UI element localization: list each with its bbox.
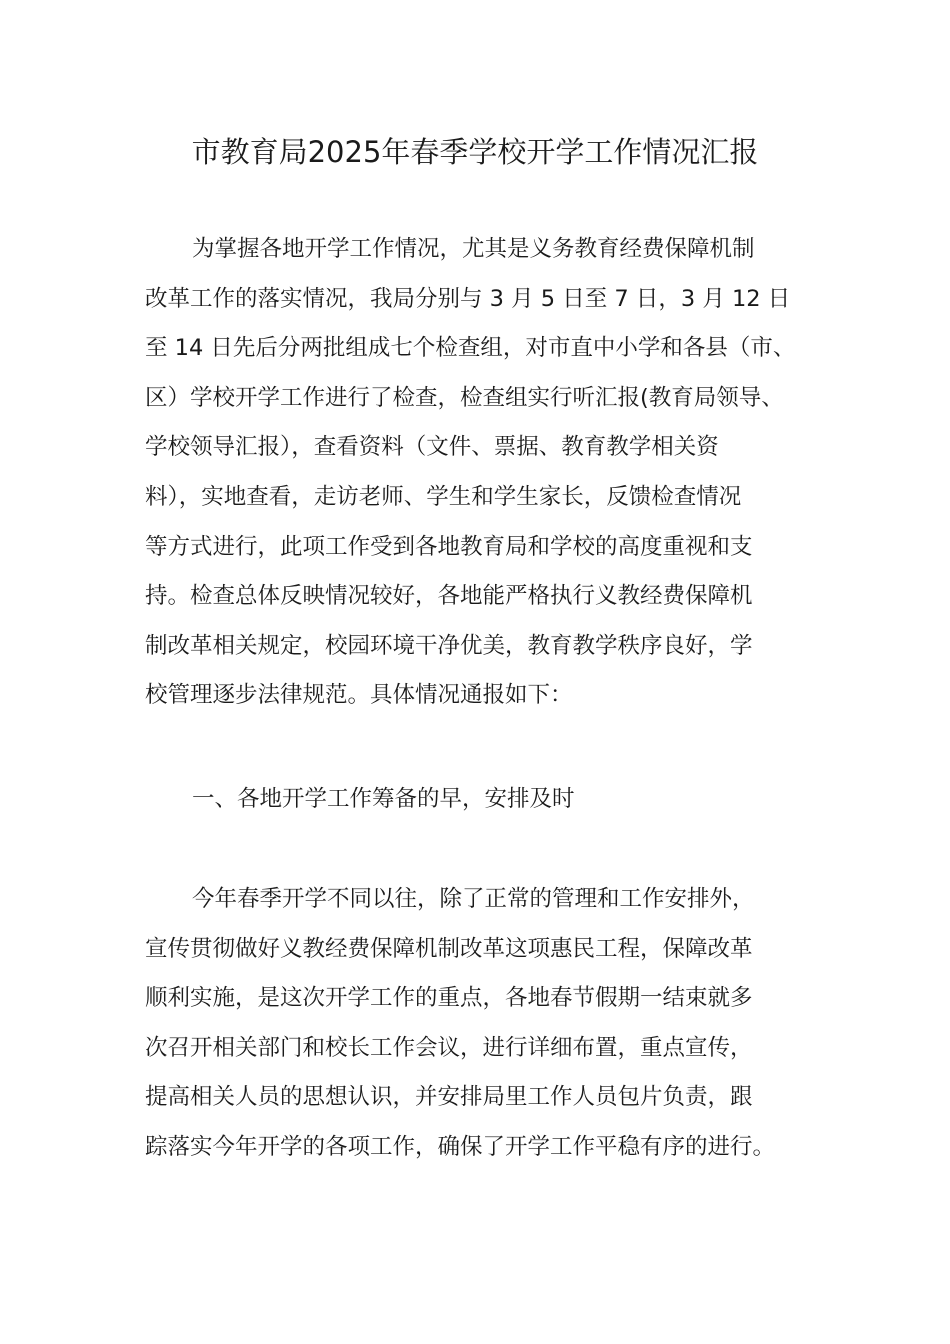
paragraph-line: 宣传贯彻做好义教经费保障机制改革这项惠民工程，保障改革	[145, 935, 753, 962]
section-heading-text: 一、各地开学工作筹备的早，安排及时	[192, 786, 575, 812]
paragraph-line: 踪落实今年开学的各项工作，确保了开学工作平稳有序的进行。	[145, 1133, 776, 1160]
paragraph-line: 提高相关人员的思想认识，并安排局里工作人员包片负责，跟	[145, 1084, 753, 1111]
document-title: 市教育局2025年春季学校开学工作情况汇报	[191, 135, 759, 169]
intro-paragraph	[145, 225, 810, 721]
paragraph-line: 持。检查总体反映情况较好，各地能严格执行义教经费保障机	[145, 583, 753, 610]
paragraph-line: 区）学校开学工作进行了检查，检查组实行听汇报(教育局领导、	[145, 384, 784, 411]
paragraph-line: 至 14 日先后分两批组成七个检查组，对市直中小学和各县（市、	[145, 335, 796, 362]
paragraph-line: 制改革相关规定，校园环境干净优美，教育教学秩序良好，学	[145, 632, 753, 659]
paragraph-line: 顺利实施，是这次开学工作的重点，各地春节假期一结束就多	[145, 985, 753, 1012]
paragraph-line: 料），实地查看，走访老师、学生和学生家长，反馈检查情况	[145, 483, 742, 510]
section-paragraph	[145, 875, 810, 1173]
paragraph-line: 学校领导汇报），查看资料（文件、票据、教育教学相关资	[145, 434, 719, 461]
paragraph-line: 今年春季开学不同以往，除了正常的管理和工作安排外，	[192, 886, 755, 912]
paragraph-line: 改革工作的落实情况，我局分别与 3 月 5 日至 7 日，3 月 12 日	[145, 285, 791, 312]
paragraph-line: 次召开相关部门和校长工作会议，进行详细布置，重点宣传，	[145, 1034, 753, 1061]
paragraph-line: 等方式进行，此项工作受到各地教育局和学校的高度重视和支	[145, 533, 753, 560]
paragraph-line: 为掌握各地开学工作情况，尤其是义务教育经费保障机制	[192, 236, 755, 262]
paragraph-line: 校管理逐步法律规范。具体情况通报如下：	[145, 682, 573, 709]
section-heading	[145, 775, 810, 825]
